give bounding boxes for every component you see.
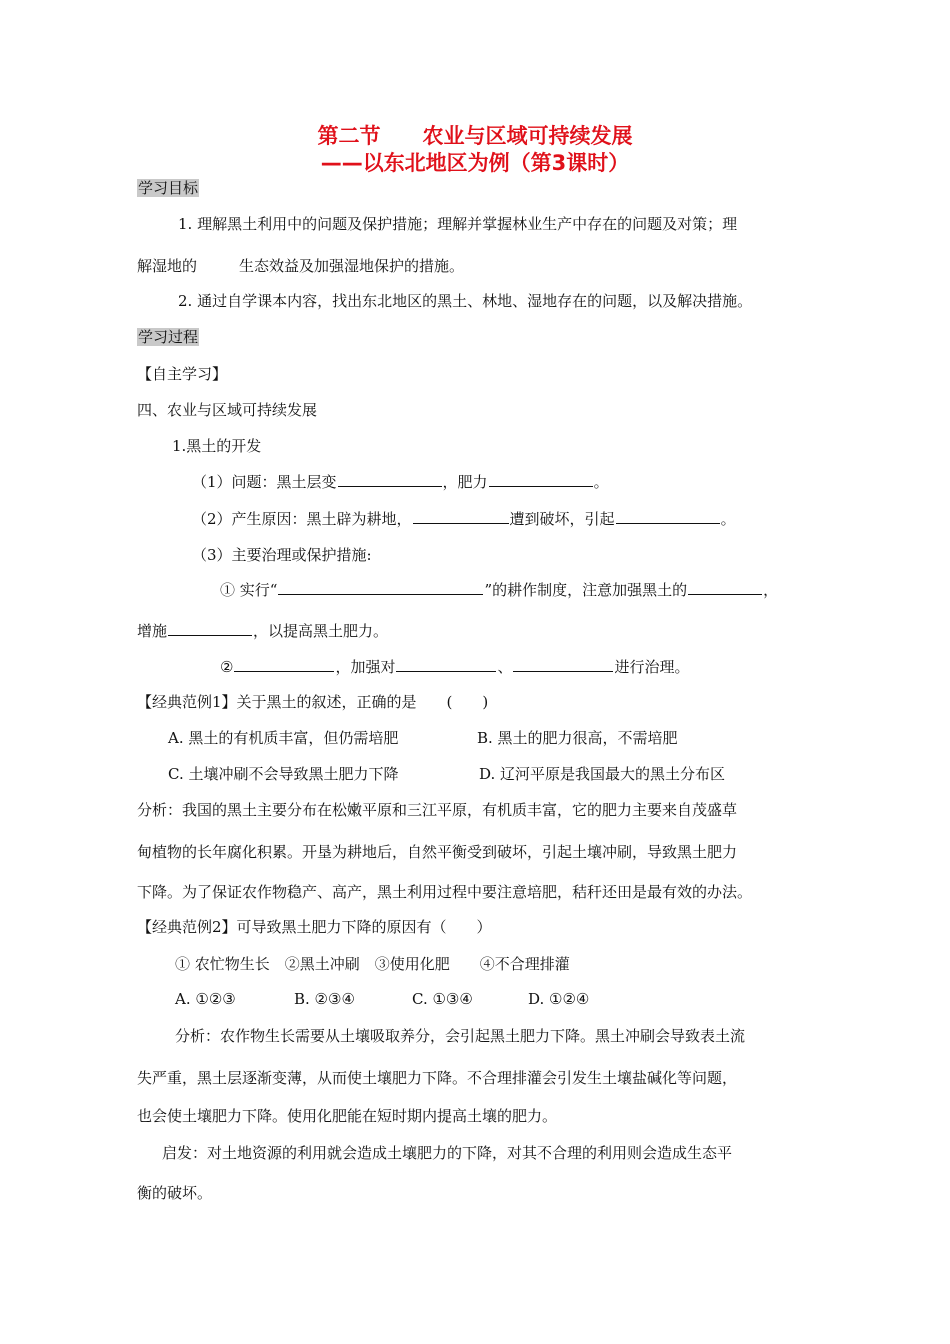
example-2-option-d: D. ①②④: [528, 990, 590, 1008]
measure-1-line-a: [220, 580, 778, 600]
section-number: 第二节: [317, 124, 381, 148]
goal-item-2: 2. 通过自学课本内容，找出东北地区的黑土、林地、湿地存在的问题，以及解决措施。: [178, 292, 753, 310]
fill-blank[interactable]: [616, 509, 720, 524]
example-1-option-c: C. 土壤冲刷不会导致黑土肥力下降: [168, 765, 399, 783]
process-header-text: 学习过程: [138, 328, 199, 346]
example-2-option-a: A. ①②③: [175, 990, 236, 1008]
goals-header-text: 学习目标: [138, 179, 199, 197]
example-1-option-d: D. 辽河平原是我国最大的黑土分布区: [479, 765, 726, 783]
example-2-factors: ① 农忙物生长 ②黑土冲刷 ③使用化肥 ④不合理排灌: [175, 955, 570, 973]
goal-item-1-part-2: 生态效益及加强湿地保护的措施。: [239, 257, 465, 275]
question-3: （3）主要治理或保护措施:: [192, 546, 372, 564]
measure-1-text-e: ，以提高黑土肥力。: [253, 622, 389, 640]
fill-blank[interactable]: [168, 621, 252, 636]
inspiration-line-2: 衡的破坏。: [137, 1184, 213, 1202]
subsection-heading: 1.黑土的开发: [172, 437, 262, 455]
measure-2-text-c: 、: [497, 658, 513, 676]
fill-blank[interactable]: [413, 509, 509, 524]
measure-2: [220, 657, 690, 677]
example-1-analysis-line-1: 分析：我国的黑土主要分布在松嫩平原和三江平原，有机质丰富，它的肥力主要来自茂盛草: [137, 801, 738, 819]
section-title: 农业与区域可持续发展: [422, 124, 633, 148]
title-line-2: ——以东北地区为例（第3课时）: [320, 151, 630, 175]
example-2-analysis-line-2: 失严重，黑土层逐渐变薄，从而使土壤肥力下降。不合理排灌会引发生土壤盐碱化等问题，: [137, 1069, 738, 1087]
measure-1-text-c: ，: [763, 581, 779, 599]
example-1-analysis-line-3: 下降。为了保证农作物稳产、高产，黑土利用过程中要注意培肥，秸秆还田是最有效的办法。: [137, 883, 753, 901]
question-2: [192, 509, 736, 529]
fill-blank[interactable]: [489, 472, 593, 487]
inspiration-line-1: 启发：对土地资源的利用就会造成土壤肥力的下降，对其不合理的利用则会造成生态平: [162, 1144, 733, 1162]
self-study-label: 【自主学习】: [137, 365, 228, 383]
measure-2-text-b: ，加强对: [335, 658, 396, 676]
example-2-analysis-line-3: 也会使土壤肥力下降。使用化肥能在短时期内提高土壤的肥力。: [137, 1107, 558, 1125]
example-1-analysis-line-2: 甸植物的长年腐化积累。开垦为耕地后，自然平衡受到破坏，引起土壤冲刷，导致黑土肥力: [137, 843, 738, 861]
measure-2-text-a: ②: [220, 658, 234, 676]
fill-blank[interactable]: [234, 657, 334, 672]
fill-blank[interactable]: [338, 472, 442, 487]
fill-blank[interactable]: [688, 580, 762, 595]
example-2-option-c: C. ①③④: [412, 990, 473, 1008]
fill-blank[interactable]: [396, 657, 496, 672]
fill-blank[interactable]: [278, 580, 483, 595]
measure-1-text-a: ① 实行“: [220, 581, 278, 599]
question-1: [192, 472, 609, 492]
goal-item-1-part-1: 解湿地的: [137, 257, 198, 275]
goals-header: [137, 178, 199, 198]
section-heading: 四、农业与区域可持续发展: [137, 401, 318, 419]
question-2-text-a: （2）产生原因：黑土辟为耕地，: [192, 510, 412, 528]
example-1-option-b: B. 黑土的肥力很高，不需培肥: [477, 729, 678, 747]
question-2-text-c: 。: [720, 510, 736, 528]
question-1-text-b: ，肥力: [442, 473, 488, 491]
process-header: [137, 327, 199, 347]
goal-item-1-line-b: [137, 256, 464, 276]
title-line-1: [0, 123, 950, 149]
example-2-analysis-line-1: 分析：农作物生长需要从土壤吸取养分，会引起黑土肥力下降。黑土冲刷会导致表土流: [175, 1027, 746, 1045]
goal-item-1-line-a: 1. 理解黑土利用中的问题及保护措施；理解并掌握林业生产中存在的问题及对策；理: [178, 215, 738, 233]
measure-1-line-b: [137, 621, 388, 641]
measure-2-text-d: 进行治理。: [614, 658, 690, 676]
question-1-text-a: （1）问题：黑土层变: [192, 473, 337, 491]
fill-blank[interactable]: [513, 657, 613, 672]
measure-1-text-b: ”的耕作制度，注意加强黑土的: [484, 581, 688, 599]
question-1-text-c: 。: [593, 473, 609, 491]
measure-1-text-d: 增施: [137, 622, 168, 640]
example-1-question: 【经典范例1】关于黑土的叙述，正确的是 ( ): [137, 693, 489, 711]
question-2-text-b: 遭到破坏，引起: [509, 510, 615, 528]
example-1-option-a: A. 黑土的有机质丰富，但仍需培肥: [168, 729, 399, 747]
example-2-option-b: B. ②③④: [294, 990, 355, 1008]
example-2-question: 【经典范例2】可导致黑土肥力下降的原因有（ ）: [137, 918, 492, 936]
